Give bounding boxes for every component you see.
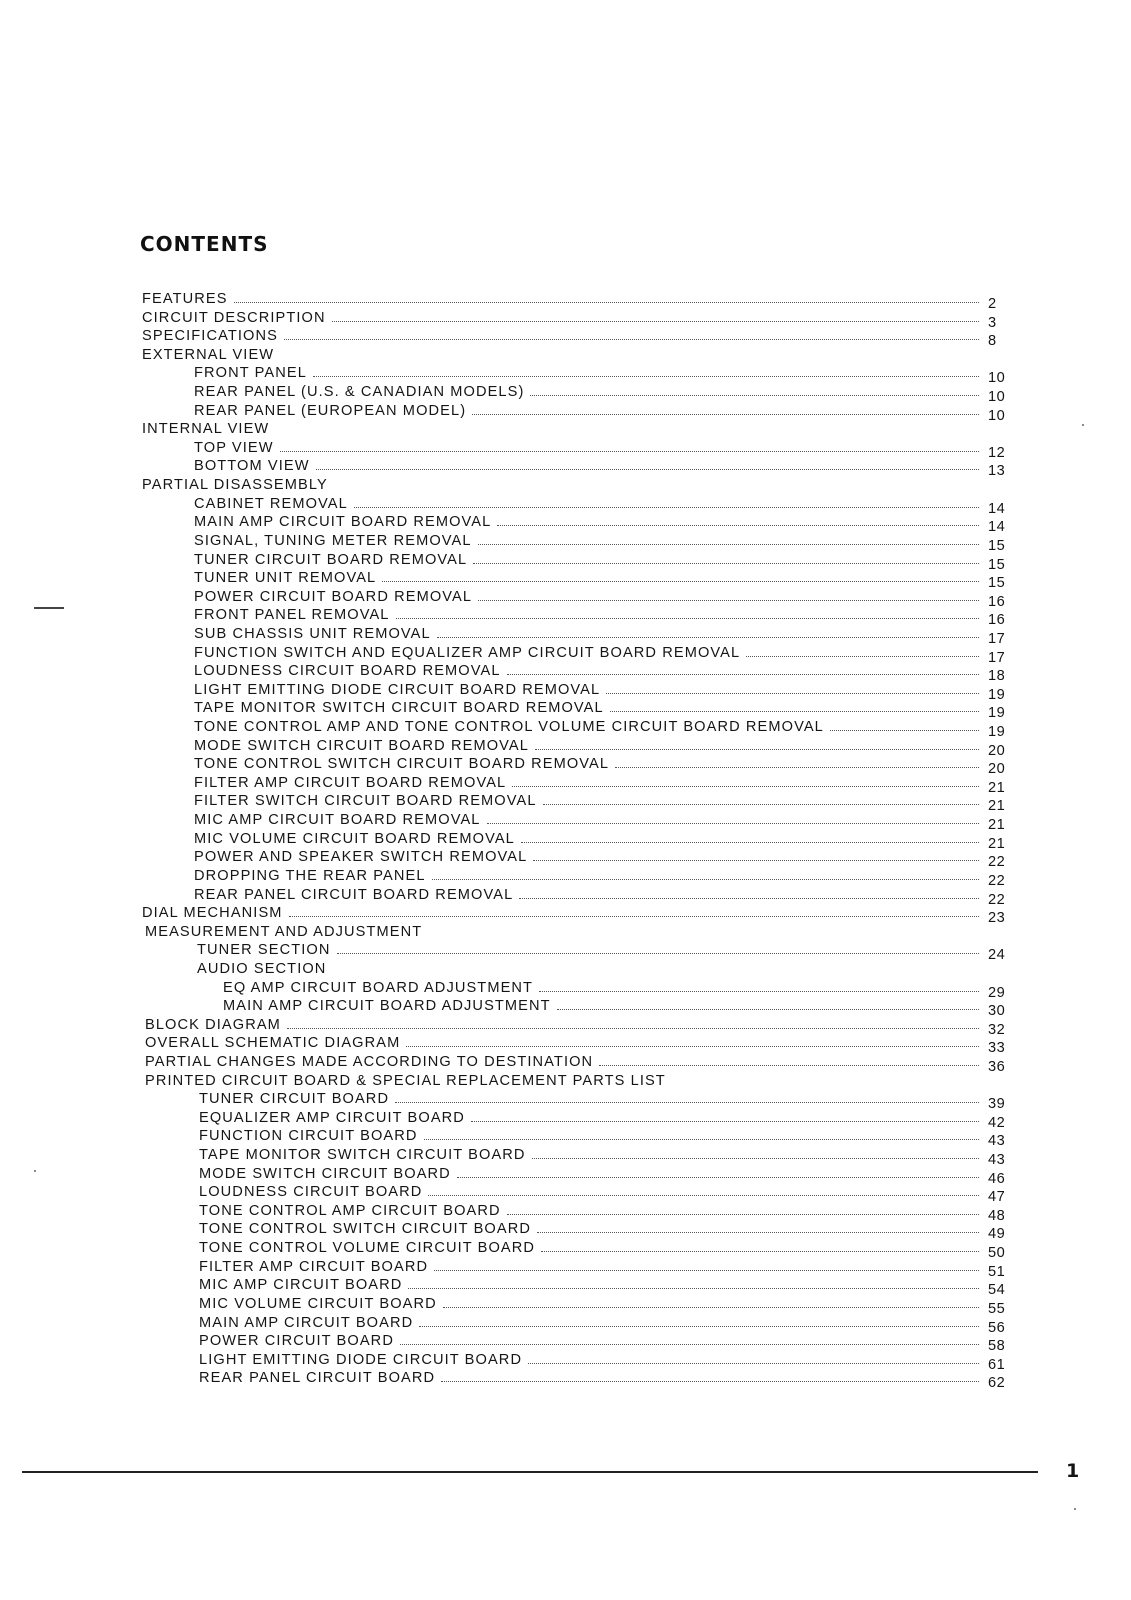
toc-entry-label: POWER CIRCUIT BOARD REMOVAL [194,588,473,605]
toc-entry-page: 21 [988,779,1006,796]
toc-leader-dots [406,1046,979,1047]
toc-entry-label: EQ AMP CIRCUIT BOARD ADJUSTMENT [223,979,534,996]
toc-entry [0,943,1131,962]
toc-leader-dots [478,544,979,545]
toc-entry-page: 19 [988,705,1006,722]
toc-leader-dots [432,879,979,880]
scan-speck [1074,1508,1076,1510]
toc-entry-page: 14 [988,519,1006,536]
toc-entry-label: PARTIAL DISASSEMBLY [142,477,328,494]
toc-entry-label: REAR PANEL (EUROPEAN MODEL) [194,402,467,419]
toc-leader-dots [532,1158,979,1159]
toc-leader-dots [599,1065,979,1066]
toc-entry-page: 32 [988,1021,1006,1038]
toc-entry [0,925,1131,944]
toc-entry [0,1185,1131,1204]
toc-entry-label: TONE CONTROL AMP CIRCUIT BOARD [199,1202,501,1219]
toc-entry-page: 43 [988,1133,1006,1150]
toc-entry-label: PARTIAL CHANGES MADE ACCORDING TO DESTINATION [145,1053,594,1070]
toc-entry-page: 46 [988,1170,1006,1187]
toc-entry-label: REAR PANEL CIRCUIT BOARD REMOVAL [194,886,514,903]
toc-entry-label: TONE CONTROL SWITCH CIRCUIT BOARD REMOVAL [194,756,610,773]
toc-leader-dots [434,1270,979,1271]
toc-leader-dots [478,600,979,601]
toc-leader-dots [472,414,979,415]
toc-leader-dots [419,1326,979,1327]
toc-leader-dots [543,804,979,805]
toc-entry-label: SPECIFICATIONS [142,328,278,345]
toc-entry [0,1371,1131,1390]
toc-entry [0,422,1131,441]
toc-leader-dots [284,339,979,340]
scan-speck [1082,424,1084,426]
toc-entry-label: SUB CHASSIS UNIT REMOVAL [194,625,431,642]
toc-leader-dots [497,525,979,526]
toc-entry [0,1129,1131,1148]
toc-entry-page: 17 [988,630,1006,647]
toc-leader-dots [400,1344,979,1345]
toc-entry-label: FUNCTION SWITCH AND EQUALIZER AMP CIRCUIT BOARD REMOVAL [194,644,741,661]
toc-entry-label: POWER AND SPEAKER SWITCH REMOVAL [194,849,528,866]
toc-entry-label: FRONT PANEL [194,365,307,382]
toc-leader-dots [610,711,979,712]
toc-leader-dots [424,1139,979,1140]
toc-entry-page: 50 [988,1245,1006,1262]
toc-leader-dots [382,581,979,582]
toc-entry-page: 22 [988,891,1006,908]
toc-entry-page: 24 [988,947,1006,964]
toc-leader-dots [746,656,979,657]
footer-rule [22,1471,1038,1473]
toc-leader-dots [441,1381,979,1382]
toc-entry-page: 33 [988,1040,1006,1057]
toc-entry-label: FILTER SWITCH CIRCUIT BOARD REMOVAL [194,793,537,810]
toc-entry [0,1278,1131,1297]
toc-entry-label: FRONT PANEL REMOVAL [194,607,390,624]
toc-leader-dots [606,693,979,694]
toc-leader-dots [519,898,979,899]
toc-entry-page: 15 [988,575,1006,592]
toc-entry-page: 21 [988,835,1006,852]
toc-entry-label: EQUALIZER AMP CIRCUIT BOARD [199,1109,465,1126]
toc-entry [0,1167,1131,1186]
toc-entry-page: 13 [988,463,1006,480]
toc-entry-page: 49 [988,1226,1006,1243]
toc-leader-dots [473,563,979,564]
toc-entry-label: TUNER UNIT REMOVAL [194,570,377,587]
toc-entry-label: DROPPING THE REAR PANEL [194,867,426,884]
toc-leader-dots [316,469,979,470]
toc-entry [0,757,1131,776]
toc-leader-dots [537,1232,979,1233]
toc-entry-page: 16 [988,593,1006,610]
toc-entry [0,1204,1131,1223]
toc-leader-dots [408,1288,979,1289]
toc-entry-label: CABINET REMOVAL [194,495,348,512]
toc-entry-label: LIGHT EMITTING DIODE CIRCUIT BOARD [199,1351,523,1368]
toc-entry-page: 15 [988,556,1006,573]
toc-leader-dots [557,1009,979,1010]
toc-entry-label: REAR PANEL CIRCUIT BOARD [199,1370,436,1387]
toc-entry-page: 21 [988,798,1006,815]
toc-entry [0,385,1131,404]
toc-entry-label: REAR PANEL (U.S. & CANADIAN MODELS) [194,384,525,401]
toc-entry-page: 36 [988,1058,1006,1075]
toc-entry [0,348,1131,367]
toc-entry [0,1222,1131,1241]
toc-entry-label: MODE SWITCH CIRCUIT BOARD [199,1165,451,1182]
toc-entry-label: MIC VOLUME CIRCUIT BOARD REMOVAL [194,830,515,847]
toc-entry-label: TUNER CIRCUIT BOARD REMOVAL [194,551,468,568]
toc-entry-label: CIRCUIT DESCRIPTION [142,309,326,326]
toc-leader-dots [535,749,979,750]
toc-entry-label: PRINTED CIRCUIT BOARD & SPECIAL REPLACEMENT PARTS LIST [145,1072,666,1089]
toc-entry-label: MAIN AMP CIRCUIT BOARD [199,1314,414,1331]
toc-entry [0,497,1131,516]
toc-leader-dots [528,1363,979,1364]
toc-leader-dots [428,1195,979,1196]
toc-entry-label: BOTTOM VIEW [194,458,310,475]
toc-entry-label: TUNER CIRCUIT BOARD [199,1091,390,1108]
toc-entry-page: 12 [988,444,1006,461]
toc-leader-dots [539,991,979,992]
margin-mark [34,607,64,609]
toc-entry-page: 2 [988,296,997,312]
toc-entry [0,478,1131,497]
toc-leader-dots [287,1028,979,1029]
toc-entry-label: MIC VOLUME CIRCUIT BOARD [199,1295,437,1312]
toc-leader-dots [443,1307,979,1308]
toc-entry [0,515,1131,534]
toc-entry-page: 29 [988,984,1006,1001]
toc-leader-dots [289,916,979,917]
toc-entry-label: OVERALL SCHEMATIC DIAGRAM [145,1035,401,1052]
toc-entry-label: FILTER AMP CIRCUIT BOARD [199,1258,429,1275]
toc-leader-dots [396,618,979,619]
toc-entry-label: TOP VIEW [194,439,274,456]
toc-entry-page: 8 [988,333,997,350]
toc-entry-page: 48 [988,1207,1006,1224]
toc-leader-dots [471,1121,979,1122]
toc-entry-label: TONE CONTROL VOLUME CIRCUIT BOARD [199,1240,536,1257]
toc-entry [0,962,1131,981]
toc-entry [0,720,1131,739]
toc-entry-page: 19 [988,686,1006,703]
toc-entry-label: MODE SWITCH CIRCUIT BOARD REMOVAL [194,737,529,754]
toc-entry-label: EXTERNAL VIEW [142,346,275,363]
toc-leader-dots [337,953,979,954]
toc-entry-label: DIAL MECHANISM [142,905,283,922]
page-number: 1 [1066,1460,1080,1482]
scan-speck [34,1170,36,1172]
toc-entry-page: 10 [988,389,1006,406]
toc-entry-page: 62 [988,1375,1006,1392]
toc-entry-page: 39 [988,1096,1006,1113]
toc-entry [0,1241,1131,1260]
toc-leader-dots [280,451,979,452]
toc-entry-label: MIC AMP CIRCUIT BOARD REMOVAL [194,812,481,829]
toc-entry-label: MAIN AMP CIRCUIT BOARD ADJUSTMENT [223,998,551,1015]
toc-entry-label: TAPE MONITOR SWITCH CIRCUIT BOARD [199,1147,526,1164]
toc-entry-label: LOUDNESS CIRCUIT BOARD REMOVAL [194,663,501,680]
toc-leader-dots [521,842,979,843]
toc-entry [0,1297,1131,1316]
toc-leader-dots [313,376,979,377]
toc-entry [0,869,1131,888]
toc-leader-dots [395,1102,979,1103]
toc-entry-page: 16 [988,612,1006,629]
toc-leader-dots [830,730,979,731]
toc-leader-dots [507,1214,979,1215]
toc-entry [0,813,1131,832]
toc-entry [0,832,1131,851]
toc-entry [0,1074,1131,1093]
toc-entry-page: 20 [988,742,1006,759]
toc-entry [0,553,1131,572]
toc-entry-page: 30 [988,1003,1006,1020]
toc-entry-page: 10 [988,407,1006,424]
toc-entry-page: 21 [988,817,1006,834]
toc-entry-page: 22 [988,854,1006,871]
toc-entry-page: 47 [988,1189,1006,1206]
toc-entry-label: FEATURES [142,291,228,307]
toc-entry [0,1316,1131,1335]
toc-entry-page: 51 [988,1263,1006,1280]
toc-entry-page: 14 [988,500,1006,517]
toc-entry [0,590,1131,609]
toc-entry-page: 22 [988,872,1006,889]
toc-entry-label: LIGHT EMITTING DIODE CIRCUIT BOARD REMOVAL [194,681,601,698]
toc-entry-page: 18 [988,668,1006,685]
toc-entry [0,1334,1131,1353]
toc-entry [0,441,1131,460]
toc-entry-page: 61 [988,1356,1006,1373]
toc-entry [0,1260,1131,1279]
toc-entry-label: BLOCK DIAGRAM [145,1016,281,1033]
toc-entry-page: 19 [988,724,1006,741]
toc-entry-page: 56 [988,1319,1006,1336]
toc-leader-dots [512,786,979,787]
toc-leader-dots [457,1177,979,1178]
toc-entry [0,366,1131,385]
toc-entry-label: LOUDNESS CIRCUIT BOARD [199,1184,423,1201]
toc-entry-page: 43 [988,1152,1006,1169]
toc-entry [0,981,1131,1000]
toc-entry-page: 10 [988,370,1006,387]
toc-entry-page: 3 [988,314,997,331]
toc-entry [0,608,1131,627]
toc-leader-dots [615,767,979,768]
toc-entry-page: 42 [988,1114,1006,1131]
toc-entry-page: 54 [988,1282,1006,1299]
toc-leader-dots [533,860,979,861]
toc-entry [0,776,1131,795]
toc-leader-dots [507,674,979,675]
toc-entry [0,850,1131,869]
toc-entry-page: 17 [988,649,1006,666]
toc-entry-label: MEASUREMENT AND ADJUSTMENT [145,923,423,940]
toc-entry-label: MAIN AMP CIRCUIT BOARD REMOVAL [194,514,492,531]
toc-entry-label: FILTER AMP CIRCUIT BOARD REMOVAL [194,774,507,791]
toc-entry-label: TAPE MONITOR SWITCH CIRCUIT BOARD REMOVAL [194,700,604,717]
toc-leader-dots [332,321,979,322]
table-of-contents [0,292,1131,1390]
toc-entry-label: TONE CONTROL SWITCH CIRCUIT BOARD [199,1221,531,1238]
toc-entry-page: 23 [988,910,1006,927]
toc-entry-label: AUDIO SECTION [197,960,327,977]
toc-entry-page: 55 [988,1300,1006,1317]
toc-entry-label: POWER CIRCUIT BOARD [199,1333,394,1350]
toc-entry [0,1148,1131,1167]
toc-entry [0,1111,1131,1130]
toc-entry-label: FUNCTION CIRCUIT BOARD [199,1128,418,1145]
toc-entry [0,1092,1131,1111]
toc-entry-page: 20 [988,761,1006,778]
toc-leader-dots [487,823,979,824]
toc-leader-dots [541,1251,979,1252]
toc-entry-label: SIGNAL, TUNING METER REMOVAL [194,532,472,549]
toc-leader-dots [234,302,979,303]
toc-entry [0,1353,1131,1372]
toc-entry-label: TUNER SECTION [197,942,331,959]
toc-leader-dots [437,637,979,638]
toc-leader-dots [530,395,979,396]
toc-entry-label: TONE CONTROL AMP AND TONE CONTROL VOLUME CIRCUIT BOARD REMOVAL [194,719,824,736]
toc-entry [0,794,1131,813]
toc-entry-label: MIC AMP CIRCUIT BOARD [199,1277,403,1294]
toc-entry-label: INTERNAL VIEW [142,421,270,438]
toc-entry-page: 15 [988,537,1006,554]
toc-entry [0,534,1131,553]
toc-entry [0,646,1131,665]
toc-entry [0,571,1131,590]
toc-entry-page: 58 [988,1338,1006,1355]
contents-heading: CONTENTS [140,232,269,256]
toc-leader-dots [354,507,979,508]
